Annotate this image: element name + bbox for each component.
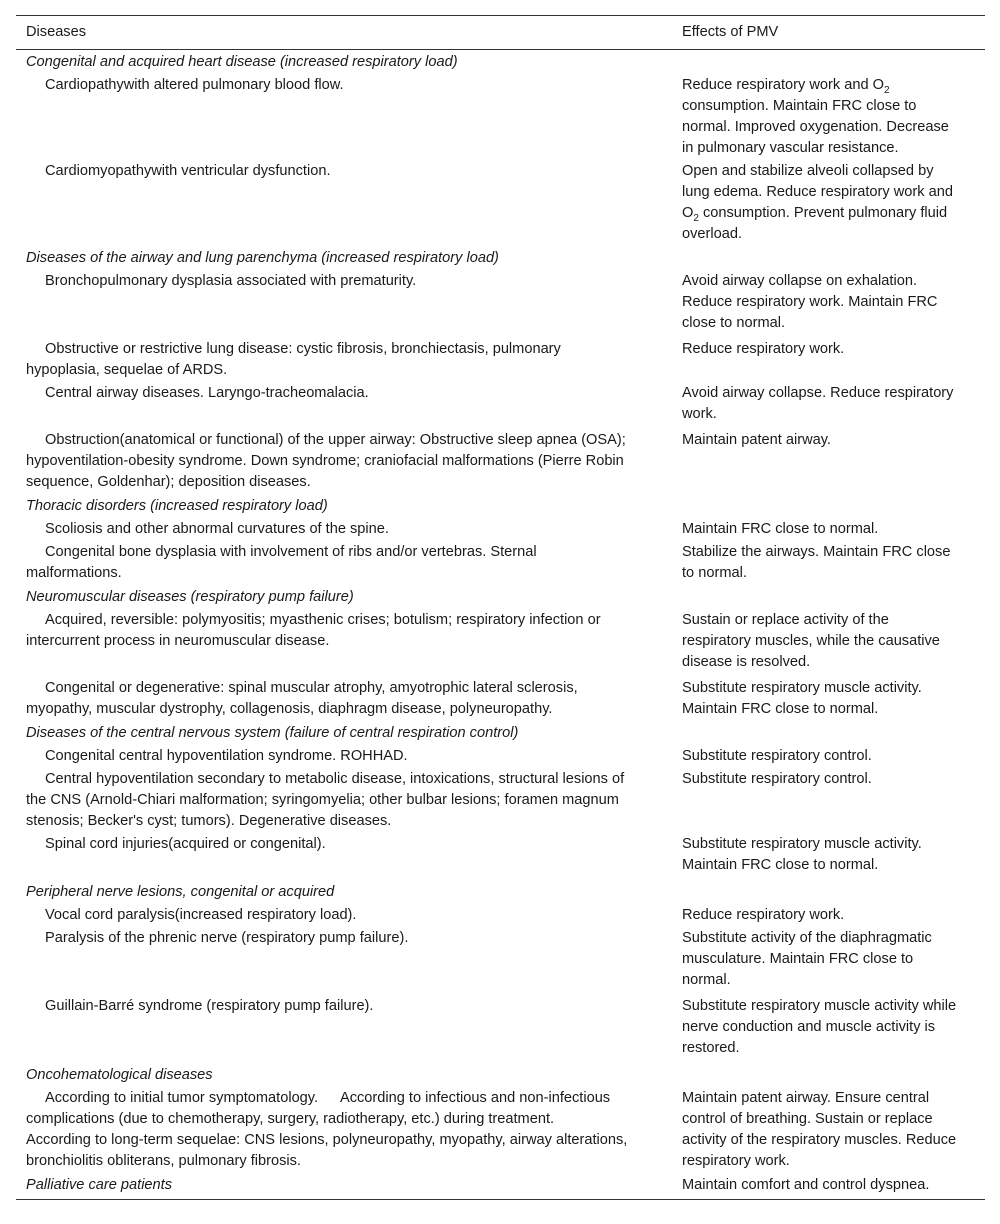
effect-cell: Sustain or replace activity of the respiratory muscles, while the causative disease is resolved. xyxy=(682,612,940,670)
effect-cell: Substitute respiratory muscle activity while nerve conduction and muscle activity is restored. xyxy=(682,998,957,1056)
effect-cell: Reduce respiratory work. xyxy=(682,907,845,923)
table-header xyxy=(16,16,985,50)
table-row xyxy=(16,541,985,585)
disease-cell: Guillain-Barré syndrome (respiratory pump failure). xyxy=(45,998,374,1014)
disease-cell: Scoliosis and other abnormal curvatures of the spine. xyxy=(45,521,389,537)
table-row xyxy=(16,74,985,160)
disease-cell: Spinal cord injuries(acquired or congenital). xyxy=(45,836,326,852)
effect-cell: Avoid airway collapse. Reduce respiratory work. xyxy=(682,385,954,422)
disease-cell: Acquired, reversible: polymyositis; myasthenic crises; botulism; respiratory infection or intercurrent process in neuromuscular disease. xyxy=(26,612,601,649)
effect-cell: Substitute respiratory muscle activity. Maintain FRC close to normal. xyxy=(682,680,922,717)
section-title: Neuromuscular diseases (respiratory pump failure) xyxy=(26,589,354,605)
table-row xyxy=(16,677,985,721)
section-title: Thoracic disorders (increased respiratory load) xyxy=(26,498,328,514)
table-row xyxy=(16,768,985,833)
disease-cell: Congenital bone dysplasia with involvement of ribs and/or vertebras. Sternal malformations. xyxy=(26,544,537,581)
section-title: Diseases of the airway and lung parenchyma (increased respiratory load) xyxy=(26,250,499,266)
pmv-table-container xyxy=(16,15,985,1200)
table-row xyxy=(16,995,985,1063)
effect-cell: Maintain patent airway. Ensure central control of breathing. Sustain or replace activity of the respiratory muscles. Reduce respiratory work. xyxy=(682,1090,957,1169)
section-row xyxy=(16,246,985,270)
table-row xyxy=(16,382,985,429)
disease-cell: Central airway diseases. Laryngo-tracheomalacia. xyxy=(45,385,369,401)
table-body xyxy=(16,50,985,1200)
effect-cell: Maintain FRC close to normal. xyxy=(682,521,879,537)
section-row xyxy=(16,585,985,609)
header-diseases: Diseases xyxy=(16,16,672,50)
disease-cell: Cardiomyopathywith ventricular dysfunction. xyxy=(45,163,331,179)
effect-cell: Open and stabilize alveoli collapsed by lung edema. Reduce respiratory work and $O_2$ consumption. Prevent pulmonary fluid overload. xyxy=(682,163,953,242)
disease-cell: Paralysis of the phrenic nerve (respiratory pump failure). xyxy=(45,930,409,946)
section-row xyxy=(16,1173,985,1200)
header-effects: Effects of PMV xyxy=(672,16,985,50)
section-row xyxy=(16,1063,985,1087)
section-row xyxy=(16,721,985,745)
disease-cell: Cardiopathywith altered pulmonary blood flow. xyxy=(45,77,344,93)
effect-cell: Substitute respiratory control. xyxy=(682,771,872,787)
section-row xyxy=(16,494,985,518)
disease-cell: Central hypoventilation secondary to metabolic disease, intoxications, structural lesions of the CNS (Arnold-Chiari malformation; syringomyelia; other bulbar lesions; foramen magnum stenosis; Becker's cyst; tumors). Degenerative diseases. xyxy=(26,771,625,829)
section-title: Diseases of the central nervous system (failure of central respiration control) xyxy=(26,725,519,741)
table-row xyxy=(16,1087,985,1173)
section-title: Peripheral nerve lesions, congenital or acquired xyxy=(26,884,335,900)
table-row xyxy=(16,338,985,382)
disease-cell: Vocal cord paralysis(increased respiratory load). xyxy=(45,907,357,923)
disease-cell: Congenital or degenerative: spinal muscular atrophy, amyotrophic lateral sclerosis, myopathy, muscular dystrophy, collagenosis, diaphragm disease, polyneuropathy. xyxy=(26,680,578,717)
effect-cell: Substitute respiratory control. xyxy=(682,748,872,764)
table-row xyxy=(16,160,985,246)
effect-cell: Reduce respiratory work. xyxy=(682,341,845,357)
table-row xyxy=(16,904,985,927)
disease-cell: Obstructive or restrictive lung disease: cystic fibrosis, bronchiectasis, pulmonary hypoplasia, sequelae of ARDS. xyxy=(26,341,561,378)
disease-cell: Obstruction(anatomical or functional) of the upper airway: Obstructive sleep apnea (OSA); hypoventilation-obesity syndrome. Down syndrome; craniofacial malformations (Pierre Robin sequence, Goldenhar); deposition diseases. xyxy=(26,432,626,490)
disease-cell: According to initial tumor symptomatology. According to infectious and non-infectious complications (due to chemotherapy, surgery, radiotherapy, etc.) during treatment. According to long-term sequelae: CNS lesions, polyneuropathy, myopathy, airway alterations, bronchiolitis obliterans, pulmonary fibrosis. xyxy=(26,1090,628,1169)
section-title: Palliative care patients xyxy=(16,1173,672,1200)
section-row xyxy=(16,50,985,75)
table-row xyxy=(16,429,985,494)
effect-cell: Stabilize the airways. Maintain FRC close to normal. xyxy=(682,544,951,581)
table-row xyxy=(16,270,985,338)
effect-cell: Substitute respiratory muscle activity. Maintain FRC close to normal. xyxy=(682,836,922,873)
table-row xyxy=(16,745,985,768)
effect-cell: Avoid airway collapse on exhalation. Reduce respiratory work. Maintain FRC close to normal. xyxy=(682,273,938,331)
table-row xyxy=(16,833,985,880)
effect-cell: Maintain patent airway. xyxy=(682,432,831,448)
effect-cell: Reduce respiratory work and $O_2$ consumption. Maintain FRC close to normal. Improved oxygenation. Decrease in pulmonary vascular resistance. xyxy=(682,77,949,156)
table-row xyxy=(16,927,985,995)
pmv-diseases-table xyxy=(16,15,985,1200)
section-title: Oncohematological diseases xyxy=(26,1067,213,1083)
section-row xyxy=(16,880,985,904)
header-row xyxy=(16,16,985,50)
disease-cell: Congenital central hypoventilation syndrome. ROHHAD. xyxy=(45,748,408,764)
table-row xyxy=(16,518,985,541)
section-title: Congenital and acquired heart disease (increased respiratory load) xyxy=(26,54,458,70)
table-row xyxy=(16,609,985,677)
disease-cell: Bronchopulmonary dysplasia associated with prematurity. xyxy=(45,273,417,289)
effect-cell: Maintain comfort and control dyspnea. xyxy=(672,1173,985,1200)
effect-cell: Substitute activity of the diaphragmatic musculature. Maintain FRC close to normal. xyxy=(682,930,932,988)
